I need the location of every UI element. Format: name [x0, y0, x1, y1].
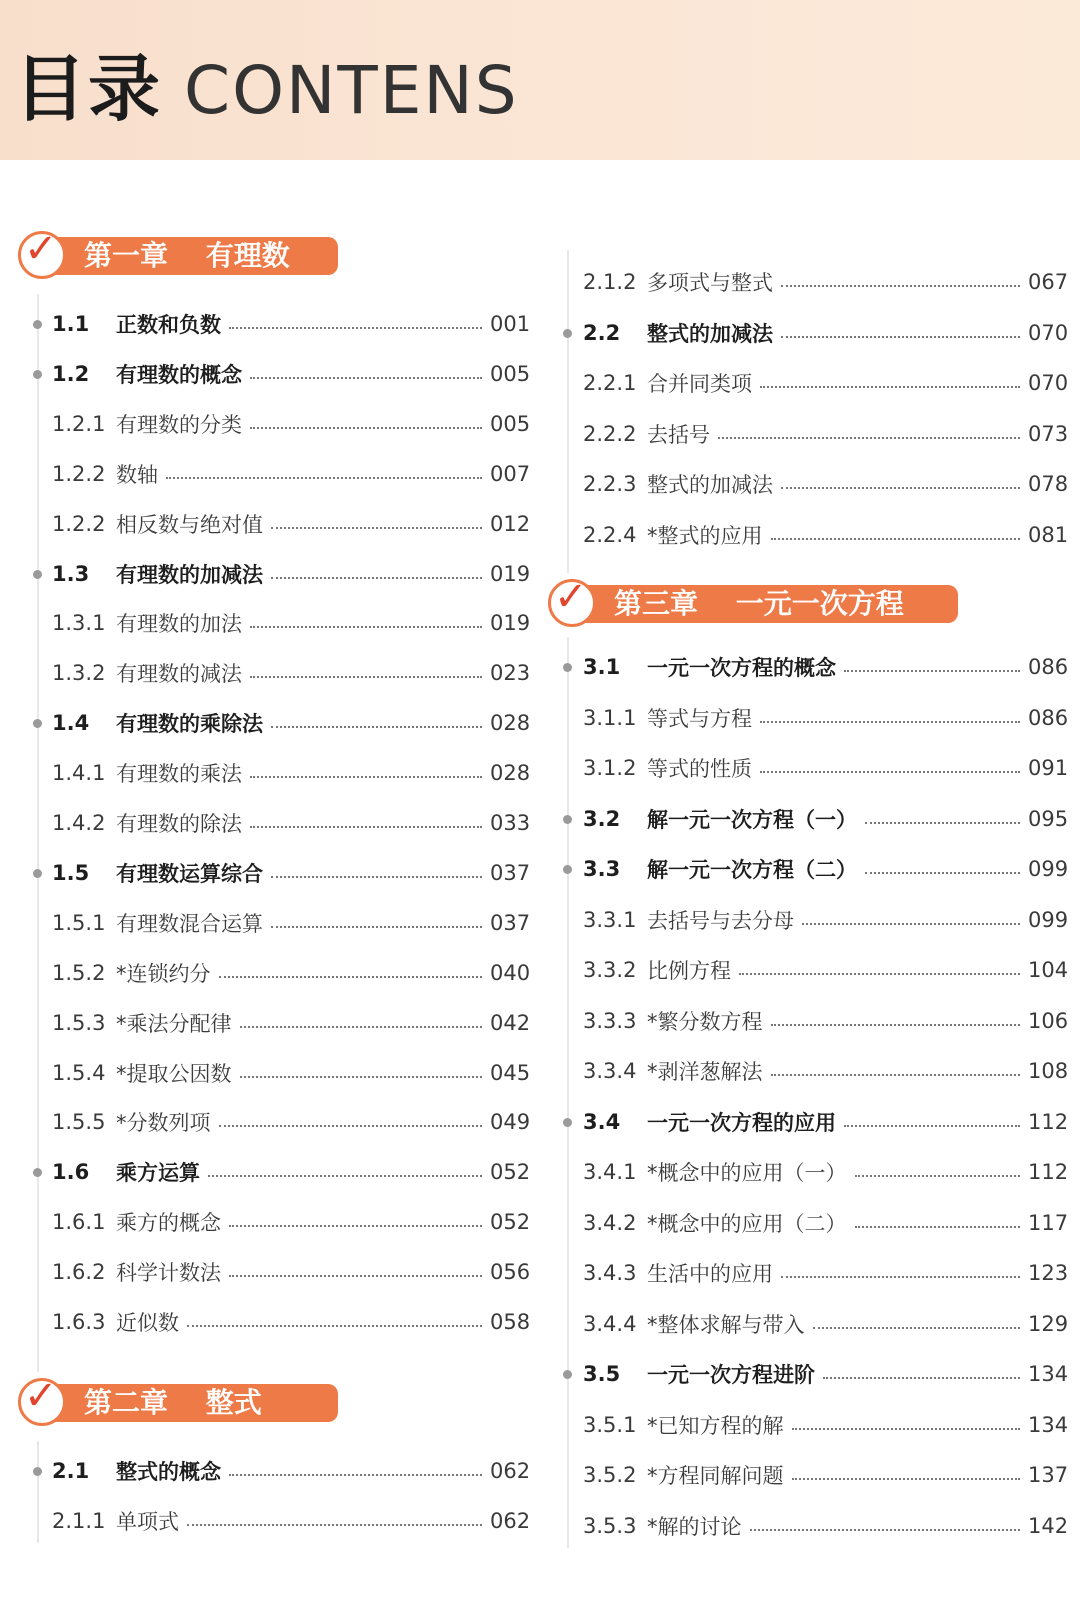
dot-leader [771, 1024, 1021, 1026]
dot-leader [855, 1226, 1021, 1228]
toc-subsection-row[interactable] [52, 1202, 530, 1242]
toc-subsection-row[interactable] [583, 1405, 1068, 1445]
dot-leader [844, 1125, 1020, 1127]
page-number: 028 [490, 711, 531, 736]
page-number: 129 [1028, 1311, 1069, 1336]
section-title: 生活中的应用 [647, 1262, 773, 1286]
dot-leader [718, 437, 1020, 439]
toc-section-row[interactable] [583, 647, 1068, 687]
section-number: 1.3.2 [52, 661, 106, 686]
page-number: 099 [1028, 857, 1069, 881]
toc-subsection-row[interactable] [52, 653, 530, 693]
section-number: 1.6.3 [52, 1310, 106, 1334]
section-title: 合并同类项 [647, 372, 752, 396]
dot-leader [250, 826, 482, 828]
section-title: 有理数混合运算 [116, 911, 263, 936]
section-title: 近似数 [116, 1311, 179, 1335]
section-number: 2.2.2 [583, 421, 637, 446]
page-number: 019 [490, 561, 531, 586]
page-number: 081 [1028, 522, 1069, 547]
section-title: 等式的性质 [647, 757, 752, 781]
section-number: 1.1 [52, 312, 90, 336]
page-number: 134 [1028, 1362, 1069, 1386]
toc-subsection-row[interactable] [583, 698, 1068, 738]
dot-leader [865, 822, 1020, 824]
dot-leader [250, 427, 482, 429]
toc-subsection-row[interactable] [583, 1051, 1068, 1091]
section-number: 2.2.3 [583, 472, 637, 496]
section-number: 1.3.1 [52, 611, 106, 636]
section-bullet-icon [563, 1370, 572, 1379]
section-number: 2.1.1 [52, 1508, 106, 1533]
dot-leader [792, 1428, 1021, 1430]
dot-leader [750, 1529, 1021, 1531]
page-number: 070 [1028, 320, 1069, 345]
section-number: 3.2 [583, 806, 621, 831]
section-title: 乘方运算 [116, 1161, 200, 1186]
section-title: *连锁约分 [116, 961, 211, 986]
toc-subsection-row[interactable] [583, 1253, 1068, 1293]
dot-leader [250, 776, 482, 778]
page-number: 012 [490, 511, 531, 536]
section-number: 1.5.1 [52, 910, 106, 935]
page-number: 062 [490, 1508, 531, 1533]
page-number: 134 [1028, 1412, 1069, 1437]
section-number: 2.2.4 [583, 522, 637, 547]
section-number: 3.3.1 [583, 907, 637, 932]
page-number: 123 [1028, 1261, 1069, 1285]
page-number: 052 [490, 1160, 531, 1185]
section-title: 整式的概念 [116, 1459, 221, 1484]
section-title: *已知方程的解 [647, 1413, 784, 1438]
page-number: 104 [1028, 958, 1069, 982]
timeline-line [567, 250, 569, 573]
page-number: 095 [1028, 806, 1069, 831]
page-number: 058 [490, 1310, 531, 1334]
section-number: 3.5.1 [583, 1412, 637, 1437]
dot-leader [844, 670, 1020, 672]
toc-subsection-row[interactable] [52, 504, 530, 544]
toc-section-row[interactable] [52, 1451, 530, 1491]
section-number: 1.6 [52, 1160, 90, 1185]
section-title: 单项式 [116, 1509, 179, 1534]
toc-section-row[interactable] [583, 799, 1068, 839]
section-number: 1.6.1 [52, 1210, 106, 1235]
dot-leader [739, 973, 1020, 975]
page-number: 091 [1028, 756, 1069, 780]
toc-section-row[interactable] [52, 554, 530, 594]
section-title: 有理数的加法 [116, 612, 242, 637]
toc-subsection-row[interactable] [583, 748, 1068, 788]
section-title: 整式的加减法 [647, 321, 773, 346]
section-bullet-icon [33, 719, 42, 728]
page-number: 112 [1028, 1160, 1069, 1184]
toc-subsection-row[interactable] [52, 1302, 530, 1342]
section-number: 3.1.2 [583, 756, 637, 780]
page-number: 037 [490, 910, 531, 935]
page-number: 078 [1028, 472, 1069, 496]
section-number: 3.3.4 [583, 1059, 637, 1083]
dot-leader [271, 876, 482, 878]
timeline-line [37, 294, 39, 1372]
section-bullet-icon [33, 320, 42, 329]
page-number: 106 [1028, 1008, 1069, 1033]
chapter-heading [548, 574, 958, 625]
section-title: 一元一次方程的概念 [647, 656, 836, 680]
section-number: 3.4.4 [583, 1311, 637, 1336]
dot-leader [865, 872, 1020, 874]
section-number: 1.2 [52, 361, 90, 386]
section-title: 有理数的减法 [116, 662, 242, 687]
page-number: 019 [490, 611, 531, 636]
page-number: 007 [490, 461, 531, 486]
section-number: 1.5.2 [52, 960, 106, 985]
toc-subsection-row[interactable] [583, 1455, 1068, 1495]
page-number: 045 [490, 1060, 531, 1085]
section-number: 1.5.4 [52, 1060, 106, 1085]
dot-leader [271, 726, 482, 728]
section-bullet-icon [563, 663, 572, 672]
section-title: 解一元一次方程（二） [647, 858, 857, 882]
section-number: 3.5.2 [583, 1463, 637, 1487]
toc-subsection-row[interactable] [52, 903, 530, 943]
section-number: 1.4 [52, 711, 90, 736]
checkmark-icon: ✓ [24, 226, 58, 272]
page-number: 033 [490, 811, 531, 835]
section-title: 有理数运算综合 [116, 861, 263, 886]
chapter-heading [18, 1372, 338, 1424]
section-bullet-icon [33, 1467, 42, 1476]
toc-subsection-row[interactable] [52, 753, 530, 793]
dot-leader [792, 1478, 1021, 1480]
section-title: *提取公因数 [116, 1061, 232, 1086]
section-number: 2.2.1 [583, 371, 637, 395]
toc-subsection-row[interactable] [583, 515, 1068, 555]
toc-subsection-row[interactable] [583, 363, 1068, 403]
toc-section-row[interactable] [583, 313, 1068, 353]
section-number: 3.1 [583, 655, 621, 679]
section-title: 有理数的分类 [116, 412, 242, 437]
dot-leader [219, 1125, 483, 1127]
chapter-title: 第一章 有理数 [84, 239, 290, 272]
section-title: 乘方的概念 [116, 1211, 221, 1236]
section-title: 正数和负数 [116, 313, 221, 337]
section-title: *分数列项 [116, 1111, 211, 1136]
page-number: 028 [490, 761, 531, 786]
chapter-heading [18, 226, 338, 277]
section-number: 1.5 [52, 860, 90, 885]
section-number: 3.1.1 [583, 705, 637, 730]
section-title: 比例方程 [647, 959, 731, 983]
toc-section-row[interactable] [583, 1102, 1068, 1142]
dot-leader [823, 1377, 1020, 1379]
toc-section-row[interactable] [52, 304, 530, 344]
section-bullet-icon [33, 1168, 42, 1177]
checkmark-icon: ✓ [24, 1372, 58, 1419]
header-banner [0, 0, 1080, 160]
dot-leader [250, 676, 482, 678]
section-title: *整体求解与带入 [647, 1312, 805, 1337]
toc-subsection-row[interactable] [583, 262, 1068, 302]
dot-leader [229, 1225, 482, 1227]
section-title: 整式的加减法 [647, 473, 773, 497]
dot-leader [760, 771, 1020, 773]
section-number: 3.4.1 [583, 1160, 637, 1184]
section-title: 一元一次方程进阶 [647, 1363, 815, 1387]
toc-subsection-row[interactable] [52, 1053, 530, 1093]
section-number: 1.4.2 [52, 811, 106, 835]
section-title: 有理数的乘除法 [116, 712, 263, 737]
dot-leader [240, 1026, 483, 1028]
section-title: *剥洋葱解法 [647, 1060, 763, 1084]
page-number: 001 [490, 312, 531, 336]
page-number: 037 [490, 860, 531, 885]
dot-leader [250, 377, 482, 379]
page-number: 067 [1028, 270, 1069, 294]
dot-leader [229, 1474, 482, 1476]
dot-leader [813, 1327, 1021, 1329]
toc-subsection-row[interactable] [583, 1152, 1068, 1192]
toc-subsection-row[interactable] [52, 1501, 530, 1541]
section-number: 3.3.2 [583, 958, 637, 982]
page-number: 108 [1028, 1059, 1069, 1083]
chapter-title: 第三章 一元一次方程 [614, 587, 904, 620]
dot-leader [187, 1325, 482, 1327]
section-title: 去括号 [647, 422, 710, 447]
page-number: 056 [490, 1260, 531, 1285]
toc-section-row[interactable] [52, 703, 530, 743]
dot-leader [187, 1524, 482, 1526]
section-number: 1.5.3 [52, 1010, 106, 1035]
toc-subsection-row[interactable] [52, 404, 530, 444]
page-number: 062 [490, 1458, 531, 1483]
section-number: 3.4.2 [583, 1210, 637, 1235]
toc-section-row[interactable] [52, 853, 530, 893]
dot-leader [229, 327, 482, 329]
toc-subsection-row[interactable] [52, 1252, 530, 1292]
page-number: 070 [1028, 371, 1069, 395]
section-title: *概念中的应用（一） [647, 1161, 847, 1185]
dot-leader [771, 1074, 1021, 1076]
section-number: 3.5.3 [583, 1513, 637, 1538]
toc-subsection-row[interactable] [52, 603, 530, 643]
page-number: 099 [1028, 907, 1069, 932]
dot-leader [166, 477, 482, 479]
dot-leader [802, 923, 1020, 925]
toc-subsection-row[interactable] [52, 454, 530, 494]
section-bullet-icon [33, 370, 42, 379]
page-number: 042 [490, 1010, 531, 1035]
section-bullet-icon [33, 869, 42, 878]
page-number: 049 [490, 1110, 531, 1135]
section-number: 1.3 [52, 561, 90, 586]
section-number: 1.2.2 [52, 511, 106, 536]
page-number: 112 [1028, 1109, 1069, 1134]
toc-subsection-row[interactable] [583, 1203, 1068, 1243]
section-title: 有理数的除法 [116, 812, 242, 836]
section-title: *解的讨论 [647, 1514, 742, 1539]
dot-leader [219, 976, 483, 978]
section-title: 等式与方程 [647, 706, 752, 731]
dot-leader [760, 721, 1020, 723]
timeline-line [567, 637, 569, 1548]
section-number: 3.4 [583, 1109, 621, 1134]
section-number: 2.1 [52, 1458, 90, 1483]
section-number: 1.2.1 [52, 411, 106, 436]
section-title: 有理数的概念 [116, 362, 242, 387]
toc-section-row[interactable] [52, 354, 530, 394]
section-number: 1.2.2 [52, 461, 106, 486]
section-number: 1.5.5 [52, 1110, 106, 1135]
section-number: 3.4.3 [583, 1261, 637, 1285]
section-title: 解一元一次方程（一） [647, 807, 857, 832]
page-number: 005 [490, 411, 531, 436]
toc-subsection-row[interactable] [583, 414, 1068, 454]
section-number: 3.3.3 [583, 1008, 637, 1033]
section-title: *整式的应用 [647, 523, 763, 548]
section-number: 2.2 [583, 320, 621, 345]
section-title: 数轴 [116, 462, 158, 487]
dot-leader [240, 1076, 483, 1078]
section-title: 科学计数法 [116, 1261, 221, 1286]
toc-section-row[interactable] [583, 849, 1068, 889]
section-title: *繁分数方程 [647, 1009, 763, 1034]
chapter-title: 第二章 整式 [84, 1385, 262, 1419]
page-number: 040 [490, 960, 531, 985]
toc-subsection-row[interactable] [52, 1003, 530, 1043]
dot-leader [229, 1275, 482, 1277]
section-title: 去括号与去分母 [647, 908, 794, 933]
toc-subsection-row[interactable] [52, 803, 530, 843]
page-number: 073 [1028, 421, 1069, 446]
section-title: 有理数的乘法 [116, 762, 242, 787]
dot-leader [760, 386, 1020, 388]
section-bullet-icon [563, 815, 572, 824]
section-number: 3.5 [583, 1362, 621, 1386]
dot-leader [781, 285, 1020, 287]
toc-subsection-row[interactable] [52, 953, 530, 993]
toc-subsection-row[interactable] [583, 950, 1068, 990]
section-bullet-icon [563, 329, 572, 338]
section-bullet-icon [33, 570, 42, 579]
dot-leader [781, 487, 1020, 489]
toc-subsection-row[interactable] [583, 1001, 1068, 1041]
dot-leader [771, 538, 1021, 540]
section-title: *概念中的应用（二） [647, 1211, 847, 1236]
page-number: 086 [1028, 705, 1069, 730]
page-number: 023 [490, 661, 531, 686]
section-number: 3.3 [583, 857, 621, 881]
section-title: *乘法分配律 [116, 1011, 232, 1036]
section-title: 多项式与整式 [647, 271, 773, 295]
toc-subsection-row[interactable] [583, 464, 1068, 504]
timeline-line [37, 1441, 39, 1543]
section-title: 有理数的加减法 [116, 562, 263, 587]
page-number: 052 [490, 1210, 531, 1235]
toc-subsection-row[interactable] [52, 1102, 530, 1142]
page-number: 086 [1028, 655, 1069, 679]
toc-section-row[interactable] [52, 1152, 530, 1192]
toc-subsection-row[interactable] [583, 900, 1068, 940]
dot-leader [855, 1175, 1021, 1177]
page-number: 117 [1028, 1210, 1069, 1235]
dot-leader [250, 626, 482, 628]
page-title: 目录 [14, 47, 163, 131]
dot-leader [781, 336, 1020, 338]
section-title: *方程同解问题 [647, 1464, 784, 1488]
section-title: 相反数与绝对值 [116, 512, 263, 537]
dot-leader [271, 577, 482, 579]
section-number: 1.6.2 [52, 1260, 106, 1285]
page-number: 142 [1028, 1513, 1069, 1538]
section-bullet-icon [563, 1118, 572, 1127]
toc-section-row[interactable] [583, 1354, 1068, 1394]
toc-subsection-row[interactable] [583, 1304, 1068, 1344]
dot-leader [271, 926, 482, 928]
page-title-english: CONTENS [184, 52, 519, 129]
page-number: 137 [1028, 1463, 1069, 1487]
checkmark-icon: ✓ [554, 574, 588, 620]
dot-leader [781, 1276, 1020, 1278]
section-number: 2.1.2 [583, 270, 637, 294]
dot-leader [271, 527, 482, 529]
section-title: 一元一次方程的应用 [647, 1110, 836, 1135]
page-number: 005 [490, 361, 531, 386]
section-bullet-icon [563, 865, 572, 874]
section-number: 1.4.1 [52, 761, 106, 786]
dot-leader [208, 1175, 482, 1177]
toc-subsection-row[interactable] [583, 1506, 1068, 1546]
